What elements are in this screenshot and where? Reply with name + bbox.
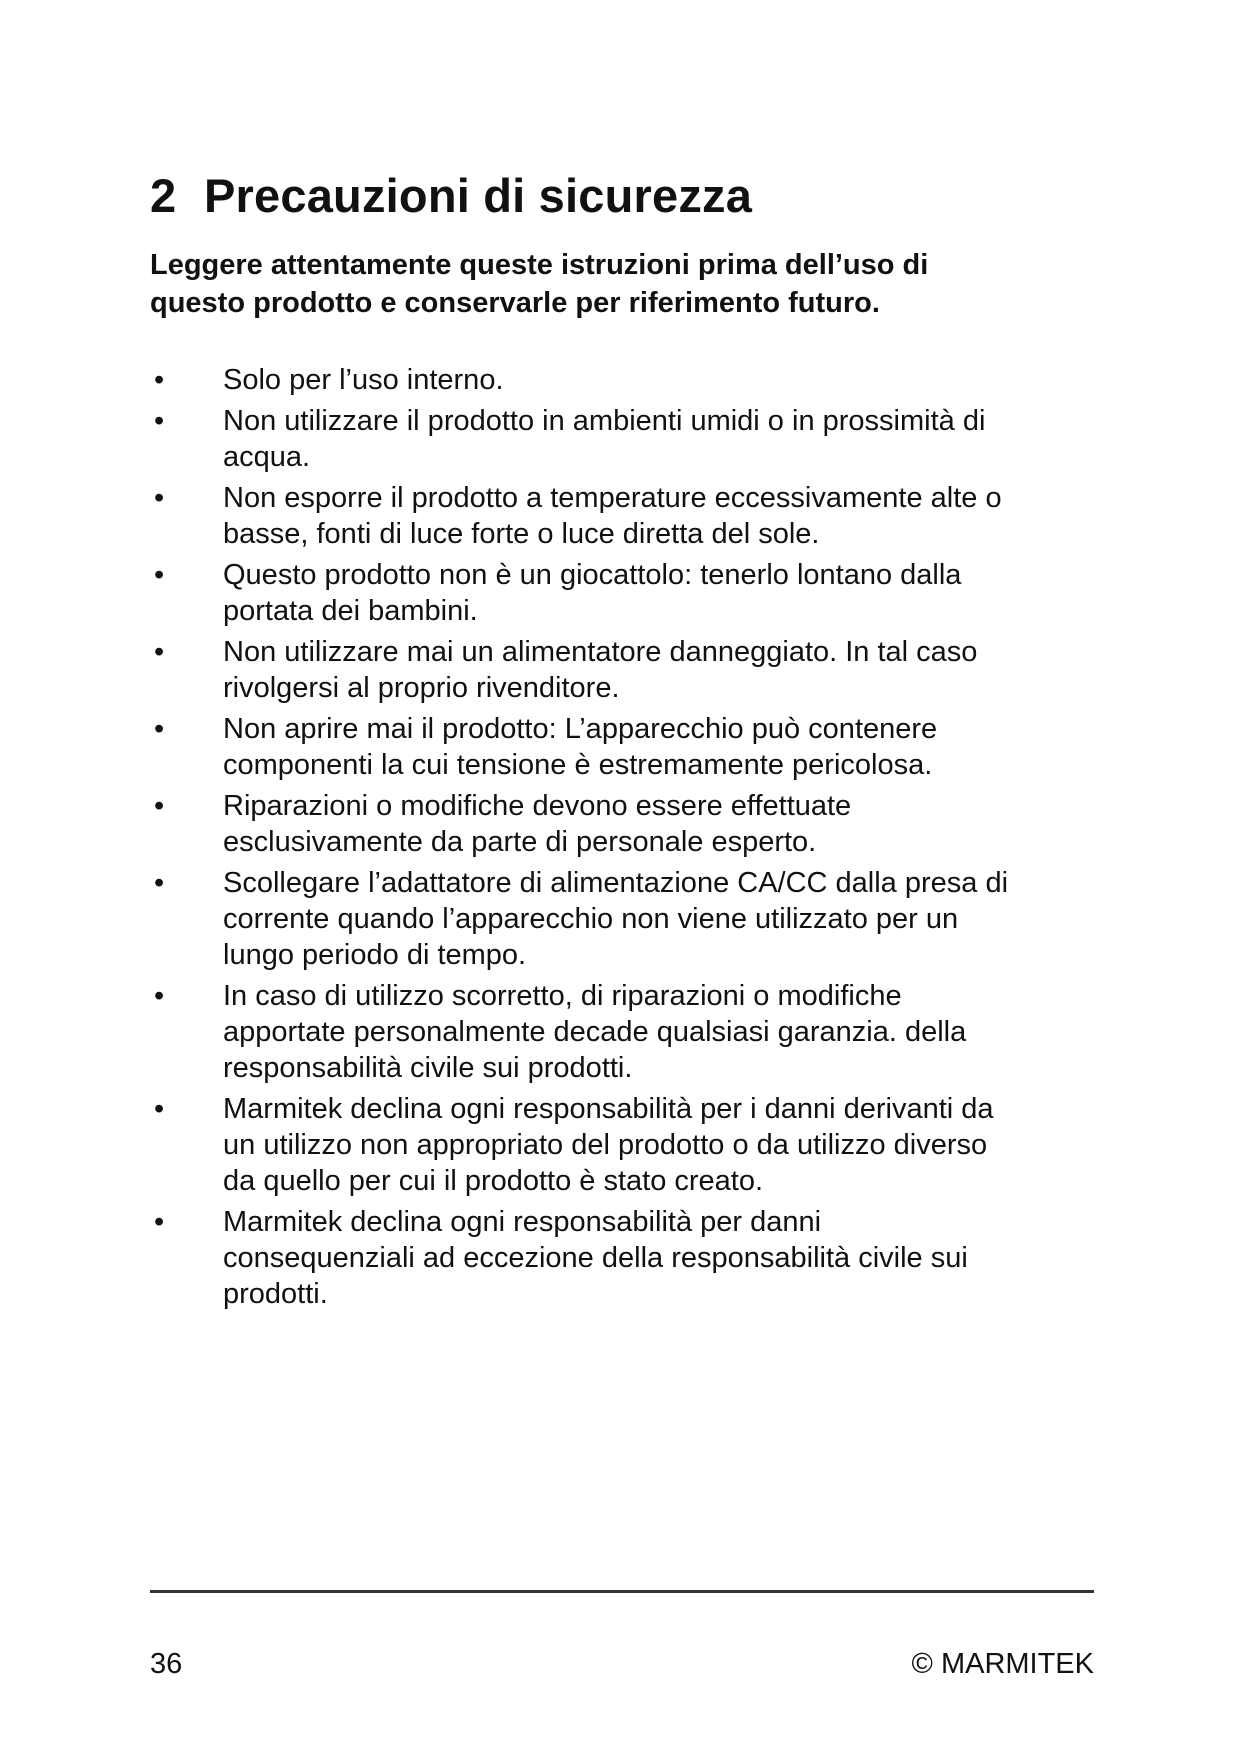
bullet-icon: • xyxy=(154,559,165,591)
list-item-line: da quello per cui il prodotto è stato creato. xyxy=(223,1165,764,1197)
list-item xyxy=(150,403,1150,475)
section-heading xyxy=(150,168,752,223)
list-item xyxy=(150,557,1150,629)
list-item-line: basse, fonti di luce forte o luce diretta del sole. xyxy=(223,518,820,550)
list-item-line: apportate personalmente decade qualsiasi garanzia. della xyxy=(223,1016,967,1048)
list-item xyxy=(150,480,1150,552)
list-item-line: lungo periodo di tempo. xyxy=(223,939,527,971)
bullet-icon: • xyxy=(154,636,165,668)
list-item xyxy=(150,865,1150,973)
list-item-line: corrente quando l’apparecchio non viene utilizzato per un xyxy=(223,903,959,935)
list-item-line: Non utilizzare il prodotto in ambienti umidi o in prossimità di xyxy=(223,405,986,437)
list-item-line: componenti la cui tensione è estremamente pericolosa. xyxy=(223,749,933,781)
list-item-line: Riparazioni o modifiche devono essere effettuate xyxy=(223,790,852,822)
list-item-line: Marmitek declina ogni responsabilità per danni xyxy=(223,1206,822,1238)
page-number: 36 xyxy=(150,1648,183,1680)
list-item-line: In caso di utilizzo scorretto, di riparazioni o modifiche xyxy=(223,980,902,1012)
bullet-icon: • xyxy=(154,1206,165,1238)
bullet-icon: • xyxy=(154,482,165,514)
intro-line-1: Leggere attentamente queste istruzioni prima dell’uso di xyxy=(150,249,929,281)
list-item xyxy=(150,711,1150,783)
list-item-line: acqua. xyxy=(223,441,311,473)
list-item-line: consequenziali ad eccezione della responsabilità civile sui xyxy=(223,1242,968,1274)
list-item-line: un utilizzo non appropriato del prodotto o da utilizzo diverso xyxy=(223,1129,988,1161)
list-item-line: Marmitek declina ogni responsabilità per i danni derivanti da xyxy=(223,1093,994,1125)
list-item-line: Solo per l’uso interno. xyxy=(223,364,504,396)
bullet-icon: • xyxy=(154,713,165,745)
list-item-line: Non esporre il prodotto a temperature eccessivamente alte o xyxy=(223,482,1002,514)
list-item xyxy=(150,634,1150,706)
section-title: Precauzioni di sicurezza xyxy=(204,169,753,222)
safety-list xyxy=(150,362,1150,1317)
bullet-icon: • xyxy=(154,364,165,396)
bullet-icon: • xyxy=(154,790,165,822)
page-footer xyxy=(150,1648,1094,1681)
list-item-line: Questo prodotto non è un giocattolo: tenerlo lontano dalla xyxy=(223,559,962,591)
intro-line-2: questo prodotto e conservarle per riferimento futuro. xyxy=(150,287,880,319)
bullet-icon: • xyxy=(154,980,165,1012)
list-item xyxy=(150,1091,1150,1199)
list-item xyxy=(150,1204,1150,1312)
bullet-icon: • xyxy=(154,1093,165,1125)
copyright-text: © MARMITEK xyxy=(911,1648,1094,1680)
section-number: 2 xyxy=(150,169,177,222)
list-item-line: prodotti. xyxy=(223,1278,328,1310)
list-item-line: esclusivamente da parte di personale esperto. xyxy=(223,826,817,858)
footer-divider xyxy=(150,1590,1094,1593)
list-item-line: Non utilizzare mai un alimentatore danneggiato. In tal caso xyxy=(223,636,978,668)
intro-paragraph xyxy=(150,246,1110,322)
list-item xyxy=(150,362,1150,398)
list-item xyxy=(150,788,1150,860)
list-item-line: portata dei bambini. xyxy=(223,595,478,627)
list-item-line: rivolgersi al proprio rivenditore. xyxy=(223,672,620,704)
list-item-line: responsabilità civile sui prodotti. xyxy=(223,1052,633,1084)
bullet-icon: • xyxy=(154,867,165,899)
list-item xyxy=(150,978,1150,1086)
list-item-line: Scollegare l’adattatore di alimentazione CA/CC dalla presa di xyxy=(223,867,1009,899)
list-item-line: Non aprire mai il prodotto: L’apparecchio può contenere xyxy=(223,713,938,745)
bullet-icon: • xyxy=(154,405,165,437)
